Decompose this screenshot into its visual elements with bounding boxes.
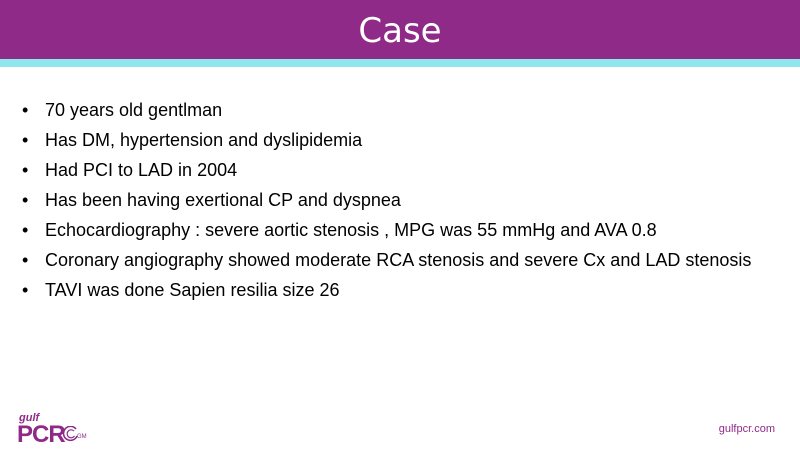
bullet-text: Echocardiography : severe aortic stenosis , MPG was 55 mmHg and AVA 0.8 xyxy=(45,220,657,240)
logo-gm-text: GM xyxy=(77,434,87,440)
bullet-item xyxy=(22,100,782,121)
bullet-list xyxy=(22,100,782,310)
bullet-text: 70 years old gentlman xyxy=(45,100,223,120)
website-link[interactable]: gulfpcr.com xyxy=(718,423,775,435)
bullet-item xyxy=(22,190,782,211)
bullet-item xyxy=(22,280,782,301)
bullet-dot-icon: • xyxy=(22,220,29,240)
slide-title: Case xyxy=(358,11,442,51)
bullet-dot-icon: • xyxy=(22,250,29,270)
logo-gulf-text: gulf xyxy=(19,412,40,424)
bullet-item xyxy=(22,130,782,151)
bullet-dot-icon: • xyxy=(22,160,29,180)
title-accent-strip xyxy=(0,59,800,67)
bullet-item xyxy=(22,160,782,181)
bullet-dot-icon: • xyxy=(22,130,29,150)
bullet-dot-icon: • xyxy=(22,100,29,120)
bullet-dot-icon: • xyxy=(22,190,29,210)
bullet-text: Coronary angiography showed moderate RCA stenosis and severe Cx and LAD stenosis xyxy=(45,250,752,270)
bullet-item xyxy=(22,220,782,241)
bullet-text: Has DM, hypertension and dyslipidemia xyxy=(45,130,363,150)
gulfpcr-logo xyxy=(17,412,97,446)
logo-pcr-text: PCR xyxy=(17,421,65,448)
bullet-text: TAVI was done Sapien resilia size 26 xyxy=(45,280,340,300)
bullet-text: Has been having exertional CP and dyspnea xyxy=(45,190,401,210)
bullet-text: Had PCI to LAD in 2004 xyxy=(45,160,238,180)
bullet-item xyxy=(22,250,782,271)
bullet-dot-icon: • xyxy=(22,280,29,300)
